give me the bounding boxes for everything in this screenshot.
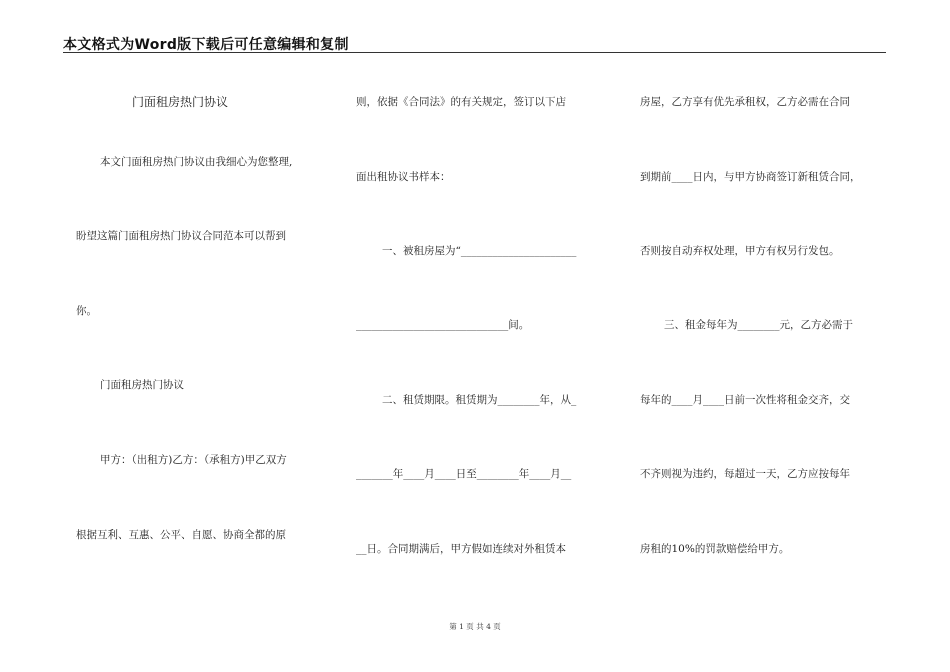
col2-line: _______年____月____日至________年____月__ [356,468,572,480]
col3-line: 三、租金每年为________元，乙方必需于 [664,319,853,331]
col2-line: 二、租赁期限。租赁期为________年，从_ [382,394,577,406]
page-number-footer: 第 1 页 共 4 页 [449,622,501,631]
col1-line: 甲方：（出租方)乙方：（承租方)甲乙双方 [100,454,287,466]
col1-line: 盼望这篇门面租房热门协议合同范本可以帮到 [76,230,286,242]
col1-line: 门面租房热门协议 [100,379,184,391]
col3-line: 房租的10%的罚款赔偿给甲方。 [640,543,790,555]
page-header-title: 本文格式为Word版下载后可任意编辑和复制 [63,37,349,53]
col3-line: 否则按自动弃权处理，甲方有权另行发包。 [640,245,840,257]
document-title: 门面租房热门协议 [132,95,229,109]
col2-line: _____________________________间。 [356,319,530,331]
col1-line: 根据互利、互惠、公平、自愿、协商全都的原 [76,529,286,541]
col3-line: 不齐则视为违约，每超过一天，乙方应按每年 [640,468,850,480]
col3-line: 每年的____月____日前一次性将租金交齐，交 [640,394,850,406]
col2-line: __日。合同期满后，甲方假如连续对外租赁本 [356,543,566,555]
col1-line: 本文门面租房热门协议由我细心为您整理, [100,156,293,168]
col2-line: 一、被租房屋为“______________________ [382,245,577,257]
col3-line: 到期前____日内，与甲方协商签订新租赁合同， [640,171,861,183]
header-rule [63,52,886,53]
col3-line: 房屋，乙方享有优先承租权，乙方必需在合同 [640,96,850,108]
col2-line: 面出租协议书样本： [356,171,451,183]
col2-line: 则，依据《合同法》的有关规定，签订以下店 [356,96,566,108]
col1-line: 你。 [76,305,97,317]
